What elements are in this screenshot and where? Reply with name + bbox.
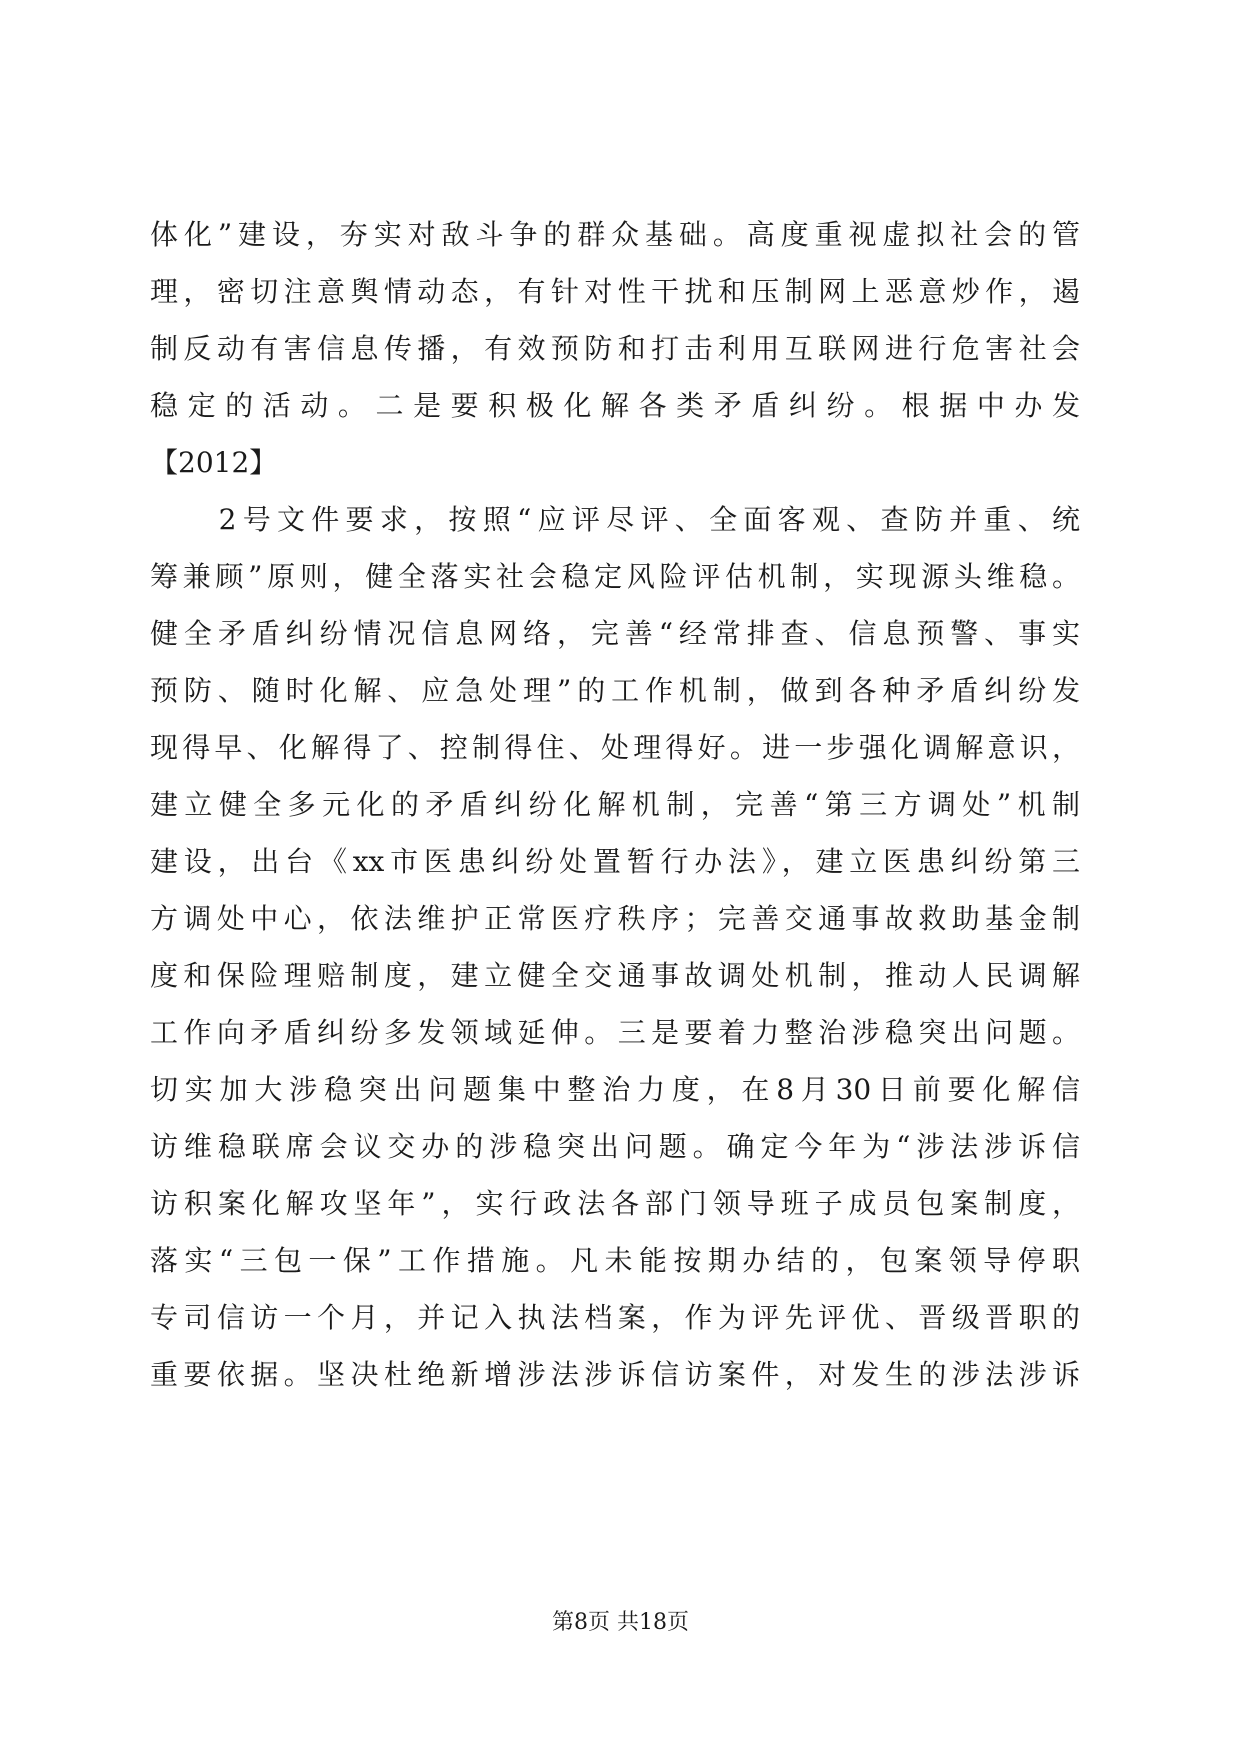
text-line: 2号文件要求，按照“应评尽评、全面客观、查防并重、统 (150, 503, 1080, 536)
text-line: 体化”建设，夯实对敌斗争的群众基础。高度重视虚拟社会的管 (150, 218, 1080, 251)
text-line: 访积案化解攻坚年”，实行政法各部门领导班子成员包案制度， (150, 1187, 1080, 1220)
text-line: 预防、随时化解、应急处理”的工作机制，做到各种矛盾纠纷发 (150, 674, 1080, 707)
text-line: 工作向矛盾纠纷多发领域延伸。三是要着力整治涉稳突出问题。 (150, 1016, 1080, 1049)
text-line: 度和保险理赔制度，建立健全交通事故调处机制，推动人民调解 (150, 959, 1080, 992)
body-text (150, 206, 1080, 1403)
text-line: 建设，出台《xx市医患纠纷处置暂行办法》，建立医患纠纷第三 (150, 845, 1080, 878)
text-line: 理，密切注意舆情动态，有针对性干扰和压制网上恶意炒作，遏 (150, 275, 1080, 308)
text-line: 切实加大涉稳突出问题集中整治力度，在8月30日前要化解信 (150, 1073, 1080, 1106)
text-line: 落实“三包一保”工作措施。凡未能按期办结的，包案领导停职 (150, 1244, 1080, 1277)
text-line: 制反动有害信息传播，有效预防和打击利用互联网进行危害社会 (150, 332, 1080, 365)
page-footer (0, 1608, 1241, 1638)
text-line: 现得早、化解得了、控制得住、处理得好。进一步强化调解意识， (150, 731, 1080, 764)
page-number-label: 第8页 共18页 (552, 1610, 689, 1635)
text-line: 访维稳联席会议交办的涉稳突出问题。确定今年为“涉法涉诉信 (150, 1130, 1080, 1163)
text-line: 重要依据。坚决杜绝新增涉法涉诉信访案件，对发生的涉法涉诉 (150, 1358, 1080, 1391)
text-line: 筹兼顾”原则，健全落实社会稳定风险评估机制，实现源头维稳。 (150, 560, 1080, 593)
text-line: 专司信访一个月，并记入执法档案，作为评先评优、晋级晋职的 (150, 1301, 1080, 1334)
text-line: 健全矛盾纠纷情况信息网络，完善“经常排查、信息预警、事实 (150, 617, 1080, 650)
text-line: 方调处中心，依法维护正常医疗秩序；完善交通事故救助基金制 (150, 902, 1080, 935)
text-line: 建立健全多元化的矛盾纠纷化解机制，完善“第三方调处”机制 (150, 788, 1080, 821)
text-line: 稳定的活动。二是要积极化解各类矛盾纠纷。根据中办发 (150, 389, 1080, 422)
text-line: 【2012】 (150, 446, 278, 479)
